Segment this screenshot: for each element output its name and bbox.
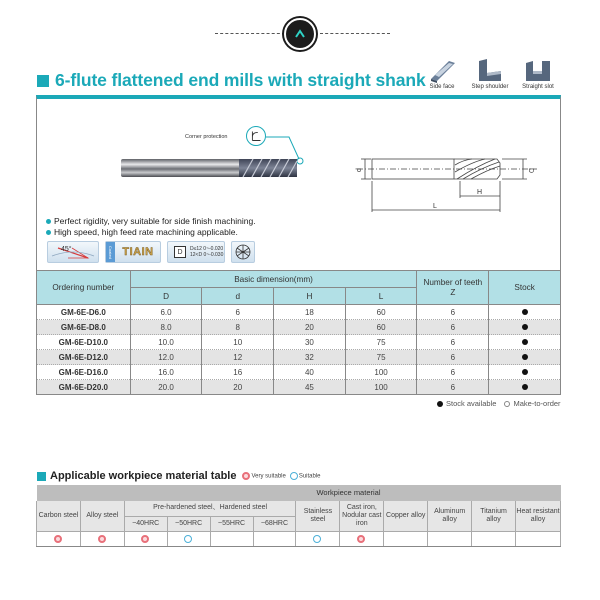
rating-cell (124, 531, 167, 546)
cell-L: 60 (345, 305, 417, 320)
cell-D: 8.0 (130, 320, 202, 335)
operation-label: Straight slot (522, 84, 554, 90)
col-ordering-number: Ordering number (37, 271, 131, 305)
teeth-label: Number of teeth (423, 277, 483, 287)
rating-cell (167, 531, 210, 546)
stock-available-icon (522, 324, 528, 330)
feature-list (46, 216, 256, 238)
cell-order: GM-6E-D16.0 (37, 365, 131, 380)
very-suitable-icon (54, 535, 62, 543)
rating-cell (253, 531, 296, 546)
title-square-icon (37, 472, 46, 481)
very-suitable-icon (98, 535, 106, 543)
cell-d: 20 (202, 380, 274, 395)
helix-angle-icon (48, 242, 98, 262)
col-L: L (345, 288, 417, 305)
top-nav (0, 18, 600, 48)
feature-badges (47, 241, 255, 263)
rating-row (37, 531, 561, 546)
coating-badge (105, 241, 161, 263)
cell-D: 16.0 (130, 365, 202, 380)
helix-angle-badge (47, 241, 99, 263)
very-suitable-icon (357, 535, 365, 543)
cell-stock (489, 320, 561, 335)
tolerance-badge (167, 241, 225, 263)
col-hardened-group: Pre-hardened steel、Hardened steel (124, 501, 296, 516)
tolerance-values (190, 246, 223, 258)
feature-item: Perfect rigidity, very suitable for side finish machining. (46, 216, 256, 227)
cell-order: GM-6E-D6.0 (37, 305, 131, 320)
tolerance-symbol: D (174, 246, 186, 258)
table-row (37, 335, 561, 350)
cell-H: 18 (274, 305, 346, 320)
end-mill-photo (121, 157, 301, 179)
col-H: H (274, 288, 346, 305)
dimension-drawing (337, 144, 547, 219)
cell-L: 100 (345, 365, 417, 380)
cell-H: 32 (274, 350, 346, 365)
rating-cell (37, 531, 81, 546)
cell-stock (489, 305, 561, 320)
cell-L: 75 (345, 335, 417, 350)
stock-available-icon (522, 339, 528, 345)
title-square-icon (37, 75, 49, 87)
col-copper-alloy: Copper alloy (384, 501, 428, 531)
coating-name: TIAIN (122, 246, 154, 258)
key-suitable-label: Suitable (298, 473, 321, 480)
cell-d: 10 (202, 335, 274, 350)
label-H: H (477, 189, 483, 196)
rating-cell (516, 531, 561, 546)
table-row (37, 305, 561, 320)
open-dot-icon (504, 401, 510, 407)
legend-available (437, 399, 496, 408)
operation-label: Step shoulder (471, 84, 509, 90)
cell-L: 75 (345, 350, 417, 365)
stock-legend (437, 399, 561, 408)
stock-available-icon (522, 354, 528, 360)
col-alloy-steel: Alloy steel (80, 501, 124, 531)
rating-cell (296, 531, 340, 546)
step-shoulder-icon (475, 57, 505, 83)
cell-L: 100 (345, 380, 417, 395)
cell-stock (489, 365, 561, 380)
cell-order: GM-6E-D8.0 (37, 320, 131, 335)
cell-Z: 6 (417, 320, 489, 335)
operation-icons (418, 57, 562, 90)
label-L: L (433, 203, 437, 210)
operation-label: Side face (429, 84, 455, 90)
cell-d: 12 (202, 350, 274, 365)
tolerance-line: 12<D 0~-0.030 (190, 252, 224, 258)
legend-make-to-order-label: Make-to-order (513, 399, 561, 408)
cell-Z: 6 (417, 380, 489, 395)
side-face-icon (427, 57, 457, 83)
cell-D: 10.0 (130, 335, 202, 350)
suitable-icon (290, 472, 298, 480)
flute-count-badge (231, 241, 255, 263)
cell-order: GM-6E-D20.0 (37, 380, 131, 395)
cell-D: 6.0 (130, 305, 202, 320)
cell-H: 20 (274, 320, 346, 335)
table-row (37, 380, 561, 395)
product-panel (36, 95, 561, 270)
col-55hrc: ~55HRC (210, 516, 253, 531)
col-titanium-alloy: Titanium alloy (472, 501, 516, 531)
coated-label: Coated (106, 242, 115, 262)
six-flute-icon (234, 243, 252, 261)
very-suitable-icon (141, 535, 149, 543)
material-table (36, 485, 561, 547)
rating-cell (384, 531, 428, 546)
cell-Z: 6 (417, 350, 489, 365)
corner-protection-icon (246, 126, 266, 146)
key-very-suitable (242, 472, 285, 480)
cell-D: 12.0 (130, 350, 202, 365)
col-teeth (417, 271, 489, 305)
cell-D: 20.0 (130, 380, 202, 395)
cell-stock (489, 380, 561, 395)
spec-table (36, 270, 561, 395)
cell-stock (489, 350, 561, 365)
divider-right (320, 33, 390, 34)
suitable-icon (313, 535, 321, 543)
col-68hrc: ~68HRC (253, 516, 296, 531)
section-title-row (37, 70, 426, 91)
label-D: D (527, 168, 534, 174)
cell-order: GM-6E-D10.0 (37, 335, 131, 350)
col-stock: Stock (489, 271, 561, 305)
cell-stock (489, 335, 561, 350)
operation-straight-slot (514, 57, 562, 90)
page-title: 6-flute flattened end mills with straight shank (55, 70, 426, 90)
material-title-row (37, 470, 325, 482)
cell-L: 60 (345, 320, 417, 335)
cell-d: 16 (202, 365, 274, 380)
cell-Z: 6 (417, 305, 489, 320)
col-aluminum-alloy: Aluminum alloy (428, 501, 472, 531)
cell-d: 6 (202, 305, 274, 320)
table-row (37, 365, 561, 380)
rating-cell (340, 531, 384, 546)
rating-cell (428, 531, 472, 546)
cell-H: 30 (274, 335, 346, 350)
stock-available-icon (522, 369, 528, 375)
operation-step-shoulder (466, 57, 514, 90)
workpiece-material-header: Workpiece material (37, 485, 561, 501)
divider-left (215, 33, 285, 34)
straight-slot-icon (523, 57, 553, 83)
rating-cell (472, 531, 516, 546)
legend-make-to-order (504, 399, 560, 408)
col-basic-dimension: Basic dimension(mm) (130, 271, 417, 288)
col-D: D (130, 288, 202, 305)
table-row (37, 320, 561, 335)
col-40hrc: ~40HRC (124, 516, 167, 531)
material-table-title: Applicable workpiece material table (50, 470, 237, 482)
cell-H: 40 (274, 365, 346, 380)
corner-protection-label: Corner protection (185, 134, 228, 140)
rating-cell (210, 531, 253, 546)
label-d: d (356, 168, 363, 172)
stock-available-icon (522, 309, 528, 315)
rating-cell (80, 531, 124, 546)
helix-angle-value: 45° (61, 246, 72, 253)
table-row (37, 350, 561, 365)
chevron-up-icon (293, 27, 307, 41)
col-carbon-steel: Carbon steel (37, 501, 81, 531)
tolerance-line: D≤12 0~-0.020 (190, 246, 224, 252)
key-very-suitable-label: Very suitable (251, 473, 286, 480)
col-heat-resistant-alloy: Heat resistant alloy (516, 501, 561, 531)
legend-available-label: Stock available (446, 399, 497, 408)
suitable-icon (184, 535, 192, 543)
operation-side-face (418, 57, 466, 90)
very-suitable-icon (242, 472, 250, 480)
feature-item: High speed, high feed rate machining applicable. (46, 227, 256, 238)
col-cast-iron: Cast iron, Nodular cast iron (340, 501, 384, 531)
cell-Z: 6 (417, 335, 489, 350)
teeth-sub-label: Z (450, 287, 456, 297)
cell-Z: 6 (417, 365, 489, 380)
cell-d: 8 (202, 320, 274, 335)
col-stainless-steel: Stainless steel (296, 501, 340, 531)
cell-H: 45 (274, 380, 346, 395)
stock-available-icon (522, 384, 528, 390)
key-suitable (290, 472, 321, 480)
scroll-top-button[interactable] (284, 18, 316, 50)
col-d: d (202, 288, 274, 305)
filled-dot-icon (437, 401, 443, 407)
cell-order: GM-6E-D12.0 (37, 350, 131, 365)
col-50hrc: ~50HRC (167, 516, 210, 531)
